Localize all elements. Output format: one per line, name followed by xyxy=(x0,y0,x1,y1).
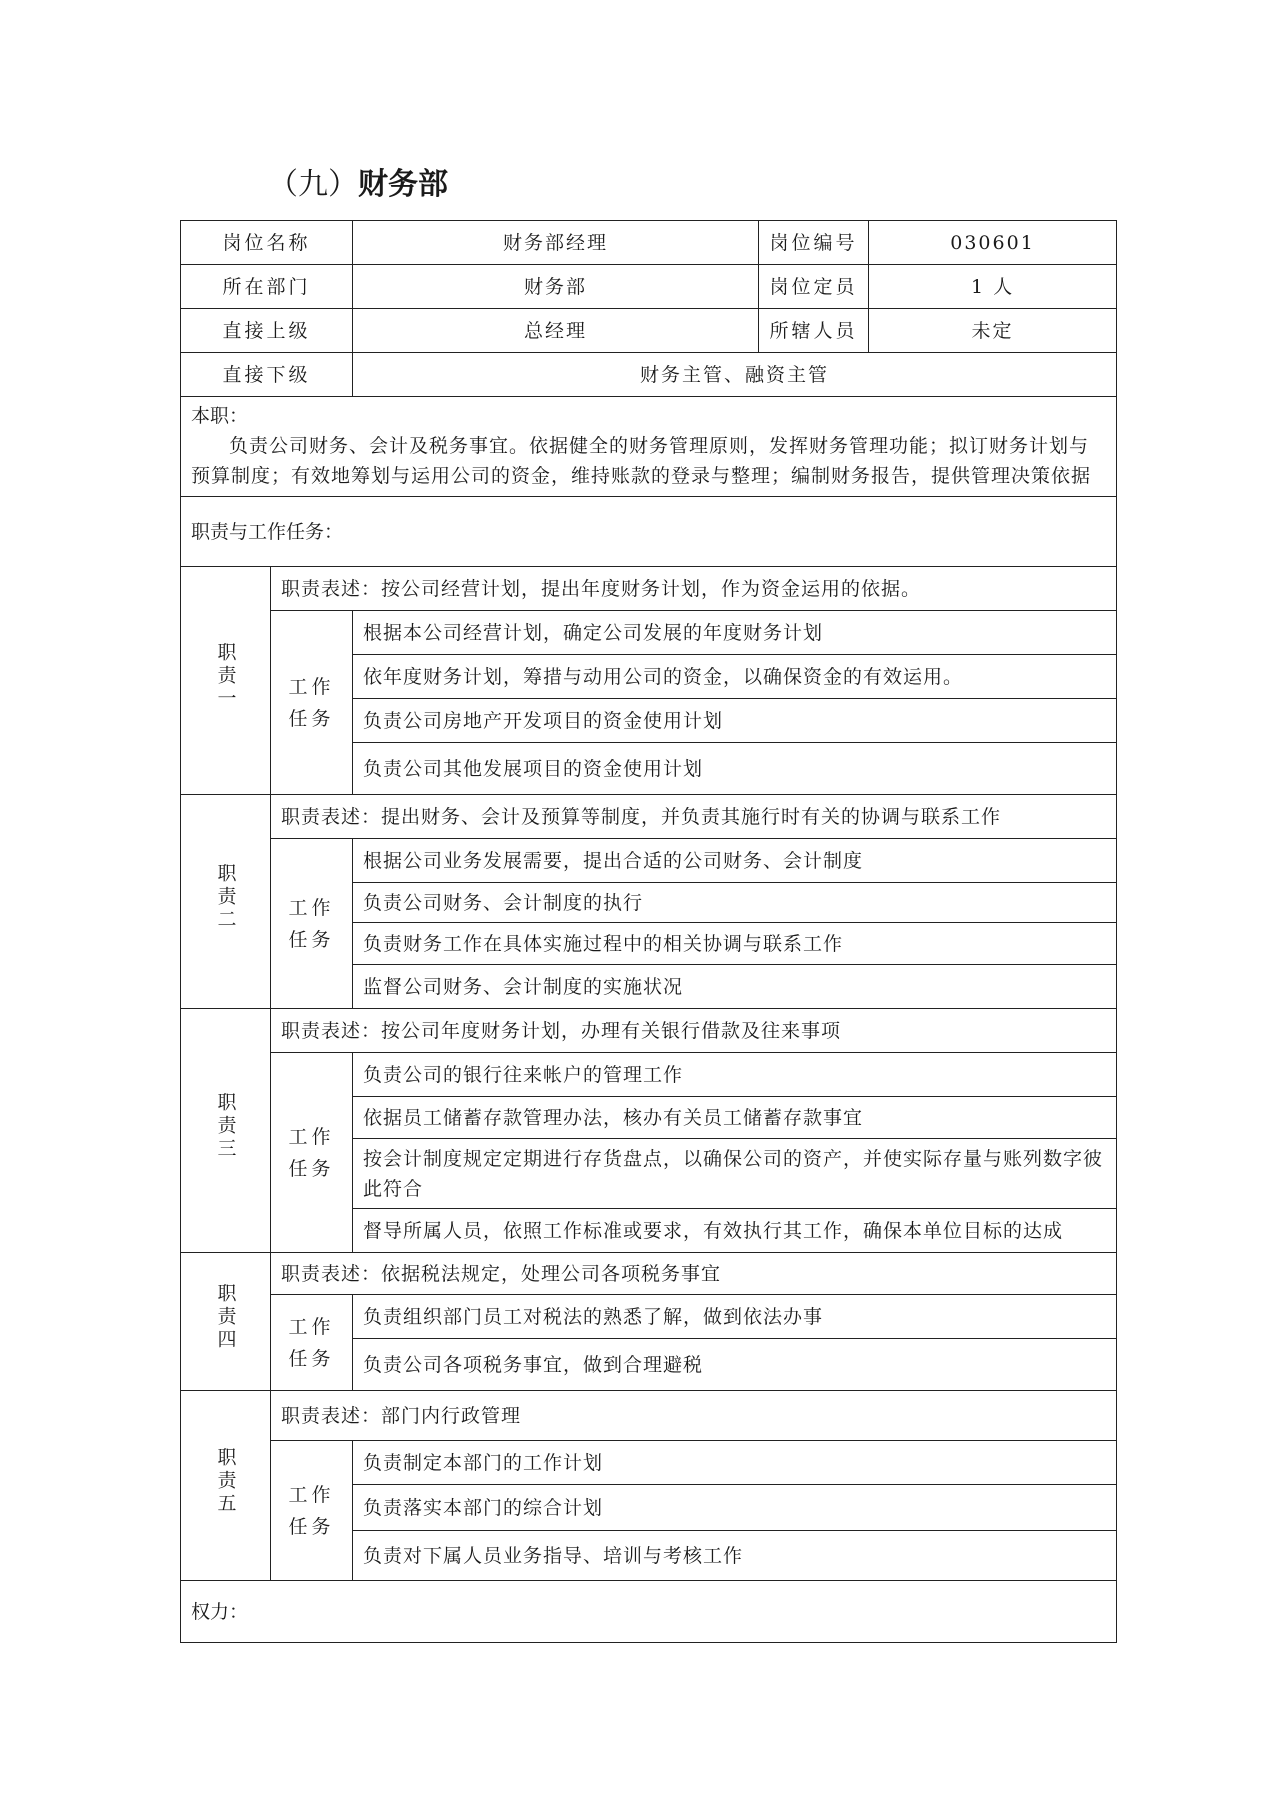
work-task-label-1 xyxy=(271,611,353,795)
duty-label-2-text: 职责二 xyxy=(214,862,237,932)
task-2-1: 根据公司业务发展需要，提出合适的公司财务、会计制度 xyxy=(353,839,1117,883)
task-1-2: 依年度财务计划，筹措与动用公司的资金，以确保资金的有效运用。 xyxy=(353,655,1117,699)
duty-label-3 xyxy=(181,1009,271,1253)
work-task-label-5 xyxy=(271,1441,353,1581)
task-row xyxy=(181,839,1117,883)
task-5-2: 负责落实本部门的综合计划 xyxy=(353,1485,1117,1531)
work-task-label-3-text: 工作任务 xyxy=(288,1125,335,1180)
duty-label-5 xyxy=(181,1391,271,1581)
staff-value: 未定 xyxy=(869,309,1117,353)
dept-label: 所在部门 xyxy=(181,265,353,309)
task-4-1: 负责组织部门员工对税法的熟悉了解，做到依法办事 xyxy=(353,1295,1117,1339)
duty-desc-3: 职责表述：按公司年度财务计划，办理有关银行借款及往来事项 xyxy=(271,1009,1117,1053)
work-task-label-1-text: 工作任务 xyxy=(288,675,335,730)
task-2-2: 负责公司财务、会计制度的执行 xyxy=(353,883,1117,923)
quota-value: 1 人 xyxy=(869,265,1117,309)
task-5-1: 负责制定本部门的工作计划 xyxy=(353,1441,1117,1485)
duty-desc-row xyxy=(181,795,1117,839)
duty-desc-1: 职责表述：按公司经营计划，提出年度财务计划，作为资金运用的依据。 xyxy=(271,567,1117,611)
superior-label: 直接上级 xyxy=(181,309,353,353)
staff-label: 所辖人员 xyxy=(759,309,869,353)
subordinate-label: 直接下级 xyxy=(181,353,353,397)
post-no-label: 岗位编号 xyxy=(759,221,869,265)
task-1-3: 负责公司房地产开发项目的资金使用计划 xyxy=(353,699,1117,743)
tasks-heading: 职责与工作任务： xyxy=(181,497,1117,567)
page-title xyxy=(268,165,448,205)
job-description-table xyxy=(180,220,1117,1643)
work-task-label-2 xyxy=(271,839,353,1009)
duty-label-3-text: 职责三 xyxy=(214,1091,237,1161)
duty-desc-row xyxy=(181,1391,1117,1441)
task-2-3: 负责财务工作在具体实施过程中的相关协调与联系工作 xyxy=(353,923,1117,965)
info-row xyxy=(181,309,1117,353)
duty-desc-2: 职责表述：提出财务、会计及预算等制度，并负责其施行时有关的协调与联系工作 xyxy=(271,795,1117,839)
subordinate-value: 财务主管、融资主管 xyxy=(353,353,1117,397)
post-name-value: 财务部经理 xyxy=(353,221,759,265)
task-row xyxy=(181,1053,1117,1097)
duty-desc-5: 职责表述：部门内行政管理 xyxy=(271,1391,1117,1441)
duty-label-1-text: 职责一 xyxy=(214,641,237,711)
task-row xyxy=(181,611,1117,655)
main-duty-label: 本职： xyxy=(191,405,249,427)
duty-desc-row xyxy=(181,567,1117,611)
duty-label-1 xyxy=(181,567,271,795)
title-main: 财务部 xyxy=(358,167,448,202)
power-row xyxy=(181,1581,1117,1643)
work-task-label-5-text: 工作任务 xyxy=(288,1483,335,1538)
task-3-3: 按会计制度规定定期进行存货盘点，以确保公司的资产，并使实际存量与账列数字彼此符合 xyxy=(353,1139,1117,1209)
task-3-1: 负责公司的银行往来帐户的管理工作 xyxy=(353,1053,1117,1097)
work-task-label-2-text: 工作任务 xyxy=(288,896,335,951)
info-row xyxy=(181,265,1117,309)
tasks-heading-row xyxy=(181,497,1117,567)
duty-desc-row xyxy=(181,1009,1117,1053)
power-label: 权力： xyxy=(181,1581,1117,1643)
info-row xyxy=(181,221,1117,265)
duty-label-4 xyxy=(181,1253,271,1391)
main-duty-cell xyxy=(181,397,1117,497)
work-task-label-4-text: 工作任务 xyxy=(288,1315,335,1370)
task-5-3: 负责对下属人员业务指导、培训与考核工作 xyxy=(353,1531,1117,1581)
duty-desc-row xyxy=(181,1253,1117,1295)
task-4-2: 负责公司各项税务事宜，做到合理避税 xyxy=(353,1339,1117,1391)
dept-value: 财务部 xyxy=(353,265,759,309)
task-3-4: 督导所属人员，依照工作标准或要求，有效执行其工作，确保本单位目标的达成 xyxy=(353,1209,1117,1253)
duty-label-2 xyxy=(181,795,271,1009)
main-duty-line-1: 负责公司财务、会计及税务事宜。依据健全的财务管理原则，发挥财务管理功能；拟订财务计划与 xyxy=(229,435,1090,457)
superior-value: 总经理 xyxy=(353,309,759,353)
quota-label: 岗位定员 xyxy=(759,265,869,309)
info-row xyxy=(181,353,1117,397)
duty-label-4-text: 职责四 xyxy=(214,1282,237,1352)
task-row xyxy=(181,1441,1117,1485)
title-prefix: （九） xyxy=(268,167,358,202)
duty-desc-4: 职责表述：依据税法规定，处理公司各项税务事宜 xyxy=(271,1253,1117,1295)
work-task-label-4 xyxy=(271,1295,353,1391)
task-1-1: 根据本公司经营计划，确定公司发展的年度财务计划 xyxy=(353,611,1117,655)
duty-label-5-text: 职责五 xyxy=(214,1446,237,1516)
main-duty-line-2: 预算制度；有效地筹划与运用公司的资金，维持账款的登录与整理；编制财务报告，提供管理决策依据 xyxy=(191,465,1092,487)
main-duty-row xyxy=(181,397,1117,497)
task-row xyxy=(181,1295,1117,1339)
task-3-2: 依据员工储蓄存款管理办法，核办有关员工储蓄存款事宜 xyxy=(353,1097,1117,1139)
work-task-label-3 xyxy=(271,1053,353,1253)
post-no-value: 030601 xyxy=(869,221,1117,265)
task-1-4: 负责公司其他发展项目的资金使用计划 xyxy=(353,743,1117,795)
task-2-4: 监督公司财务、会计制度的实施状况 xyxy=(353,965,1117,1009)
post-name-label: 岗位名称 xyxy=(181,221,353,265)
